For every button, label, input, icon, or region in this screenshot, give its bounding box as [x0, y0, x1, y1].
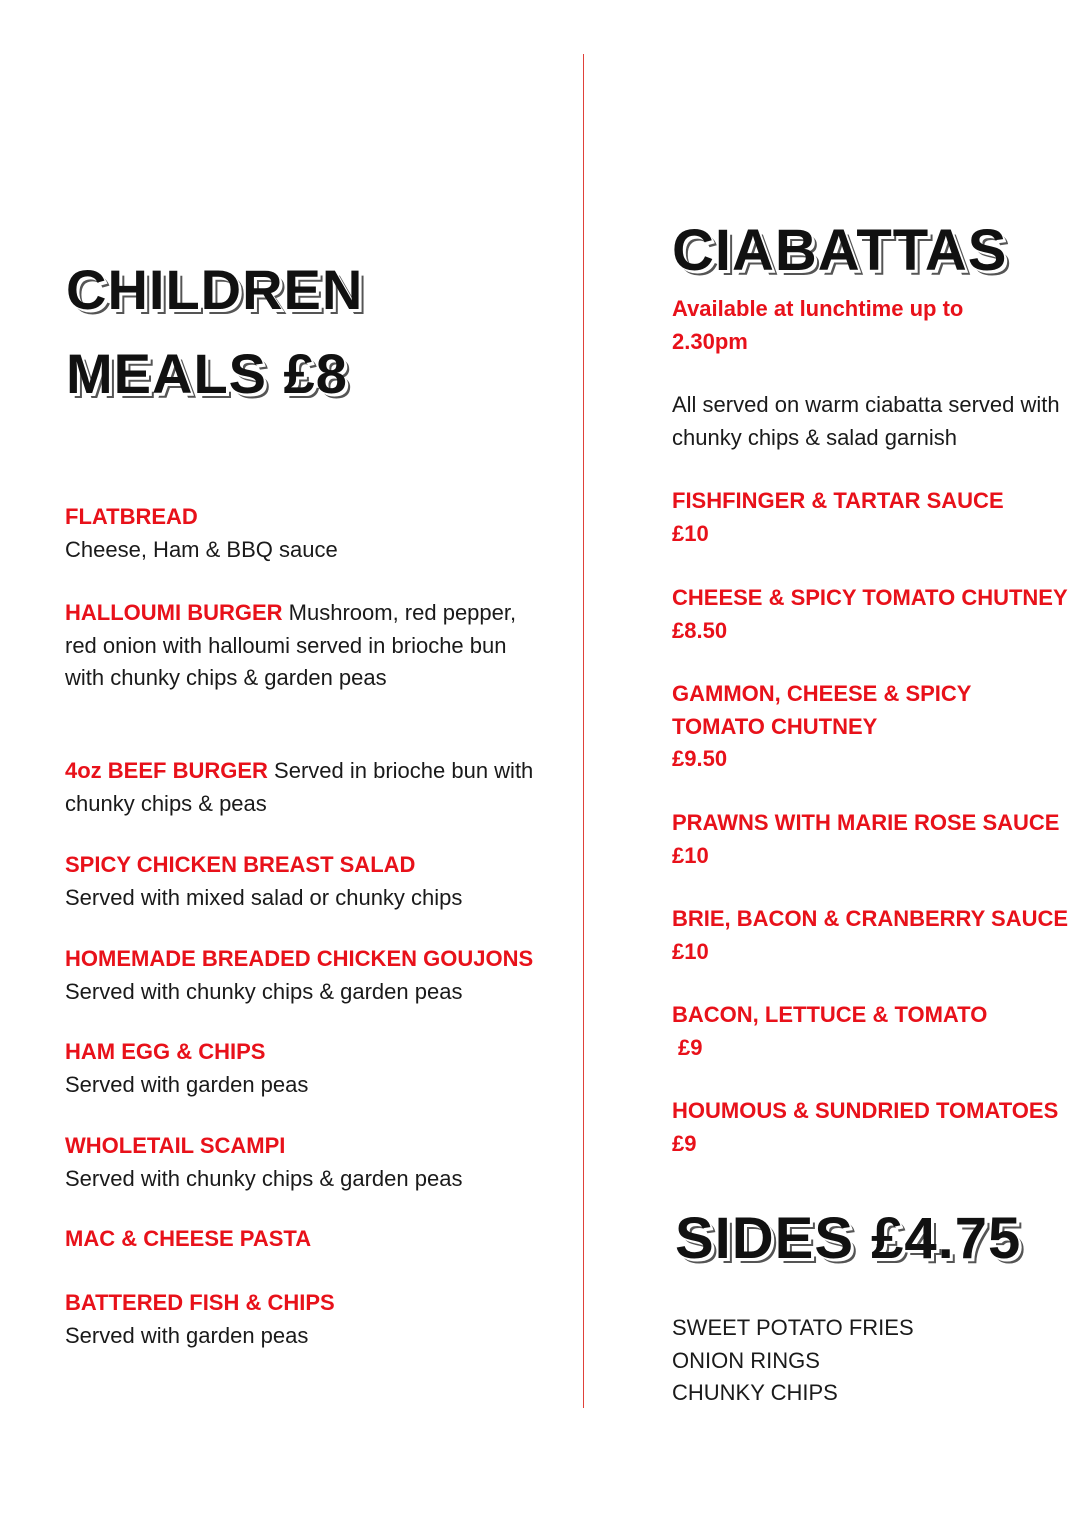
ciabatta-item-gammon	[672, 678, 992, 776]
item-description: Served with chunky chips & garden peas	[65, 1165, 463, 1191]
side-item: SWEET POTATO FRIES	[672, 1315, 914, 1340]
ciabatta-item-prawns	[672, 807, 1082, 872]
item-price: £9	[678, 1034, 703, 1060]
item-description: Served with mixed salad or chunky chips	[65, 884, 463, 910]
item-name: WHOLETAIL SCAMPI	[65, 1133, 286, 1158]
ciabatta-item-houmous	[672, 1095, 1082, 1160]
item-name: MAC & CHEESE PASTA	[65, 1226, 312, 1251]
item-name: HALLOUMI BURGER	[65, 600, 283, 625]
item-name: PRAWNS WITH MARIE ROSE SAUCE	[672, 810, 1060, 835]
ciabatta-item-fishfinger	[672, 485, 1082, 550]
menu-item-wholetail-scampi	[65, 1130, 545, 1195]
ciabattas-intro: All served on warm ciabatta served with chunky chips & salad garnish	[672, 392, 1060, 450]
item-name: GAMMON, CHEESE & SPICY TOMATO CHUTNEY	[672, 681, 972, 739]
item-name: HAM EGG & CHIPS	[65, 1039, 266, 1064]
item-price: £8.50	[672, 617, 728, 643]
item-price: £9.50	[672, 746, 728, 771]
item-description: Served with garden peas	[65, 1322, 309, 1348]
menu-item-flatbread	[65, 501, 545, 566]
children-meals-heading	[66, 248, 363, 416]
item-description: Served with garden peas	[65, 1071, 309, 1097]
item-name: BATTERED FISH & CHIPS	[65, 1290, 335, 1315]
item-price: £10	[672, 842, 709, 868]
side-item: CHUNKY CHIPS	[672, 1380, 838, 1405]
ciabattas-availability: Available at lunchtime up to 2.30pm	[672, 296, 964, 354]
item-price: £10	[672, 938, 709, 964]
ciabatta-item-cheese-chutney	[672, 582, 1084, 647]
item-description: Served with chunky chips & garden peas	[65, 978, 463, 1004]
menu-item-chicken-goujons	[65, 943, 565, 1008]
item-name: FISHFINGER & TARTAR SAUCE	[672, 488, 1004, 513]
menu-item-beef-burger	[65, 755, 545, 820]
item-name: SPICY CHICKEN BREAST SALAD	[65, 852, 416, 877]
item-description: Cheese, Ham & BBQ sauce	[65, 536, 338, 562]
item-name: FLATBREAD	[65, 504, 198, 529]
item-description: Served in brioche bun with chunky chips & peas	[65, 758, 534, 816]
item-name: 4oz BEEF BURGER	[65, 758, 268, 783]
menu-item-battered-fish	[65, 1287, 545, 1352]
menu-item-halloumi-burger	[65, 597, 545, 695]
item-name: BACON, LETTUCE & TOMATO	[672, 1002, 988, 1027]
column-divider	[583, 54, 584, 1408]
side-item: ONION RINGS	[672, 1347, 820, 1373]
sides-list	[672, 1312, 1082, 1410]
item-description: Mushroom, red pepper, red onion with halloumi served in brioche bun with chunky chips & garden peas	[65, 600, 517, 690]
children-title-line2: MEALS £8	[66, 342, 348, 405]
item-name: HOUMOUS & SUNDRIED TOMATOES	[672, 1098, 1059, 1123]
ciabatta-item-brie-bacon	[672, 903, 1082, 968]
children-title-line1: CHILDREN	[66, 258, 364, 321]
ciabattas-heading: CIABATTAS	[672, 218, 1008, 283]
item-price: £10	[672, 520, 709, 546]
item-price: £9	[672, 1130, 697, 1156]
item-name: HOMEMADE BREADED CHICKEN GOUJONS	[65, 946, 534, 971]
ciabatta-item-blt	[672, 999, 1082, 1064]
menu-item-mac-cheese	[65, 1223, 545, 1256]
sides-heading: SIDES £4.75	[675, 1206, 1022, 1271]
item-name: CHEESE & SPICY TOMATO CHUTNEY	[672, 585, 1068, 610]
menu-item-spicy-chicken-salad	[65, 849, 545, 914]
menu-item-ham-egg-chips	[65, 1036, 545, 1101]
item-name: BRIE, BACON & CRANBERRY SAUCE	[672, 906, 1069, 931]
